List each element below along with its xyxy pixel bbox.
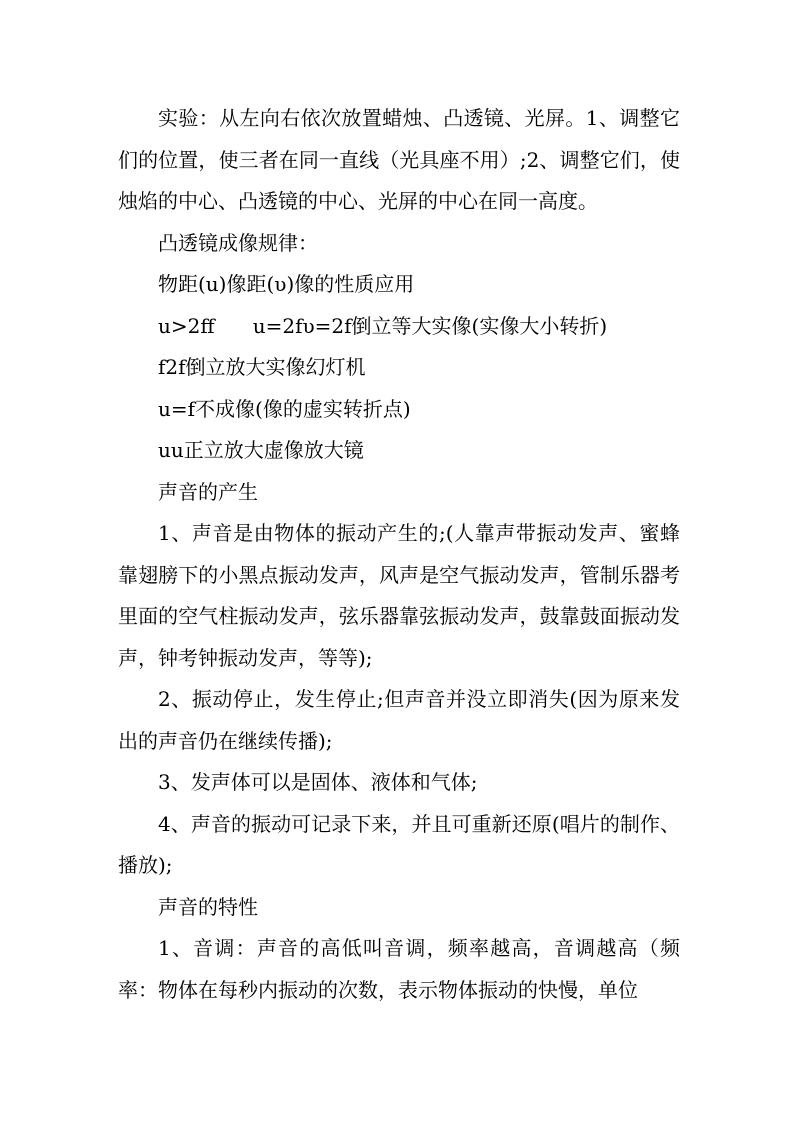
paragraph-lens-row-magnifier: uu正立放大虚像放大镜 <box>158 438 364 462</box>
paragraph-sound-point-2: 2、振动停止，发生停止;但声音并没立即消失(因为原来发出的声音仍在继续传播); <box>118 687 680 753</box>
paragraph-lens-row-projector: f2f倒立放大实像幻灯机 <box>158 355 366 379</box>
document-body <box>118 98 680 1011</box>
paragraph-sound-production-heading: 声音的产生 <box>158 479 258 504</box>
paragraph-lens-row-focus: u=f不成像(像的虚实转折点) <box>158 396 411 421</box>
paragraph-experiment-steps: 实验：从左向右依次放置蜡烛、凸透镜、光屏。1、调整它们的位置，使三者在同一直线（光具座不用）;2、调整它们，使烛焰的中心、凸透镜的中心、光屏的中心在同一高度。 <box>118 106 680 213</box>
paragraph-sound-point-1: 1、声音是由物体的振动产生的;(人靠声带振动发声、蜜蜂靠翅膀下的小黑点振动发声，风声是空气振动发声，管制乐器考里面的空气柱振动发声，弦乐器靠弦振动发声，鼓靠鼓面振动发声，钟考钟振动发声，等等); <box>118 521 680 670</box>
paragraph-sound-point-4: 4、声音的振动可记录下来，并且可重新还原(唱片的制作、播放); <box>118 811 680 877</box>
paragraph-pitch: 1、音调：声音的高低叫音调，频率越高，音调越高（频率：物体在每秒内振动的次数，表示物体振动的快慢，单位 <box>118 936 680 1002</box>
paragraph-lens-rule-heading: 凸透镜成像规律： <box>158 230 318 255</box>
paragraph-lens-table-header: 物距(u)像距(υ)像的性质应用 <box>158 272 415 296</box>
paragraph-sound-characteristics-heading: 声音的特性 <box>158 894 258 919</box>
paragraph-lens-row-2f: u>2ff u=2fυ=2f倒立等大实像(实像大小转折) <box>158 313 608 338</box>
paragraph-sound-point-3: 3、发声体可以是固体、液体和气体; <box>158 770 478 794</box>
